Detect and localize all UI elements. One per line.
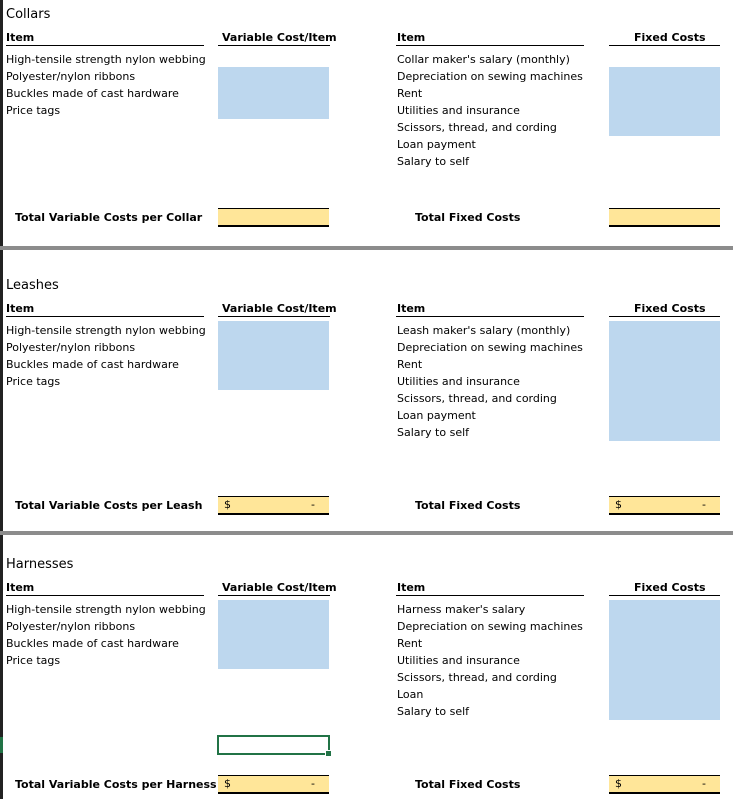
fixed-cost-input-cells[interactable]: [609, 321, 720, 441]
fixed-item-header: Item: [397, 31, 426, 44]
item-header: Item: [6, 31, 35, 44]
list-item: Salary to self: [397, 426, 470, 439]
fixed-cost-input-cells[interactable]: [609, 67, 720, 136]
header-underline: [6, 45, 204, 46]
list-item: Salary to self: [397, 155, 470, 168]
list-item: Price tags: [6, 654, 61, 667]
list-item: Utilities and insurance: [397, 104, 520, 117]
variable-cost-input-cells[interactable]: [218, 321, 329, 390]
list-item: Utilities and insurance: [397, 375, 520, 388]
currency-symbol: $: [224, 498, 231, 511]
list-item: Rent: [397, 358, 423, 371]
leashes-section: [0, 271, 733, 531]
header-underline: [6, 316, 204, 317]
list-item: Depreciation on sewing machines: [397, 620, 583, 633]
header-underline: [218, 595, 330, 596]
list-item: Buckles made of cast hardware: [6, 637, 179, 650]
active-row-marker: [0, 737, 3, 753]
list-item: Scissors, thread, and cording: [397, 392, 557, 405]
section-separator: [0, 246, 733, 250]
header-underline: [609, 45, 720, 46]
section-title: Leashes: [6, 278, 59, 293]
header-underline: [396, 595, 584, 596]
selected-cell[interactable]: [217, 735, 330, 755]
list-item: Depreciation on sewing machines: [397, 341, 583, 354]
total-fixed-label: Total Fixed Costs: [415, 778, 521, 791]
list-item: Loan payment: [397, 138, 476, 151]
list-item: Price tags: [6, 104, 61, 117]
item-header: Item: [6, 302, 35, 315]
list-item: High-tensile strength nylon webbing: [6, 53, 206, 66]
list-item: Buckles made of cast hardware: [6, 87, 179, 100]
total-fixed-label: Total Fixed Costs: [415, 499, 521, 512]
total-variable-cell[interactable]: [218, 775, 329, 794]
variable-cost-input-cells[interactable]: [218, 600, 329, 669]
list-item: High-tensile strength nylon webbing: [6, 324, 206, 337]
header-underline: [218, 316, 330, 317]
variable-cost-header: Variable Cost/Item: [222, 302, 337, 315]
fixed-cost-input-cells[interactable]: [609, 600, 720, 720]
list-item: Leash maker's salary (monthly): [397, 324, 571, 337]
list-item: Salary to self: [397, 705, 470, 718]
total-variable-label: Total Variable Costs per Harness: [15, 778, 217, 791]
list-item: Loan payment: [397, 409, 476, 422]
variable-cost-input-cells[interactable]: [218, 67, 329, 119]
section-title: Collars: [6, 7, 51, 22]
list-item: Price tags: [6, 375, 61, 388]
header-underline: [396, 45, 584, 46]
list-item: Scissors, thread, and cording: [397, 671, 557, 684]
fixed-item-header: Item: [397, 302, 426, 315]
variable-cost-header: Variable Cost/Item: [222, 581, 337, 594]
total-value: -: [702, 777, 706, 790]
list-item: Polyester/nylon ribbons: [6, 341, 136, 354]
total-value: -: [702, 498, 706, 511]
variable-cost-header: Variable Cost/Item: [222, 31, 337, 44]
list-item: Depreciation on sewing machines: [397, 70, 583, 83]
fixed-costs-header: Fixed Costs: [634, 31, 706, 44]
total-fixed-label: Total Fixed Costs: [415, 211, 521, 224]
fill-handle[interactable]: [325, 750, 332, 757]
total-variable-label: Total Variable Costs per Collar: [15, 211, 203, 224]
total-fixed-cell[interactable]: [609, 775, 720, 794]
list-item: Rent: [397, 87, 423, 100]
item-header: Item: [6, 581, 35, 594]
collars-section: [0, 0, 733, 245]
fixed-costs-header: Fixed Costs: [634, 302, 706, 315]
header-underline: [396, 316, 584, 317]
list-item: Buckles made of cast hardware: [6, 358, 179, 371]
section-title: Harnesses: [6, 557, 74, 572]
list-item: Utilities and insurance: [397, 654, 520, 667]
total-variable-label: Total Variable Costs per Leash: [15, 499, 203, 512]
header-underline: [609, 595, 720, 596]
total-value: -: [311, 777, 315, 790]
list-item: Polyester/nylon ribbons: [6, 70, 136, 83]
header-underline: [609, 316, 720, 317]
list-item: Polyester/nylon ribbons: [6, 620, 136, 633]
total-variable-cell[interactable]: [218, 208, 329, 227]
currency-symbol: $: [615, 498, 622, 511]
total-fixed-cell[interactable]: [609, 208, 720, 227]
fixed-costs-header: Fixed Costs: [634, 581, 706, 594]
list-item: Loan: [397, 688, 424, 701]
list-item: Collar maker's salary (monthly): [397, 53, 570, 66]
list-item: High-tensile strength nylon webbing: [6, 603, 206, 616]
currency-symbol: $: [615, 777, 622, 790]
header-underline: [6, 595, 204, 596]
list-item: Harness maker's salary: [397, 603, 526, 616]
total-fixed-cell[interactable]: [609, 496, 720, 515]
section-separator: [0, 531, 733, 535]
total-value: -: [311, 498, 315, 511]
list-item: Rent: [397, 637, 423, 650]
fixed-item-header: Item: [397, 581, 426, 594]
currency-symbol: $: [224, 777, 231, 790]
header-underline: [218, 45, 330, 46]
harnesses-section: [0, 550, 733, 799]
list-item: Scissors, thread, and cording: [397, 121, 557, 134]
total-variable-cell[interactable]: [218, 496, 329, 515]
